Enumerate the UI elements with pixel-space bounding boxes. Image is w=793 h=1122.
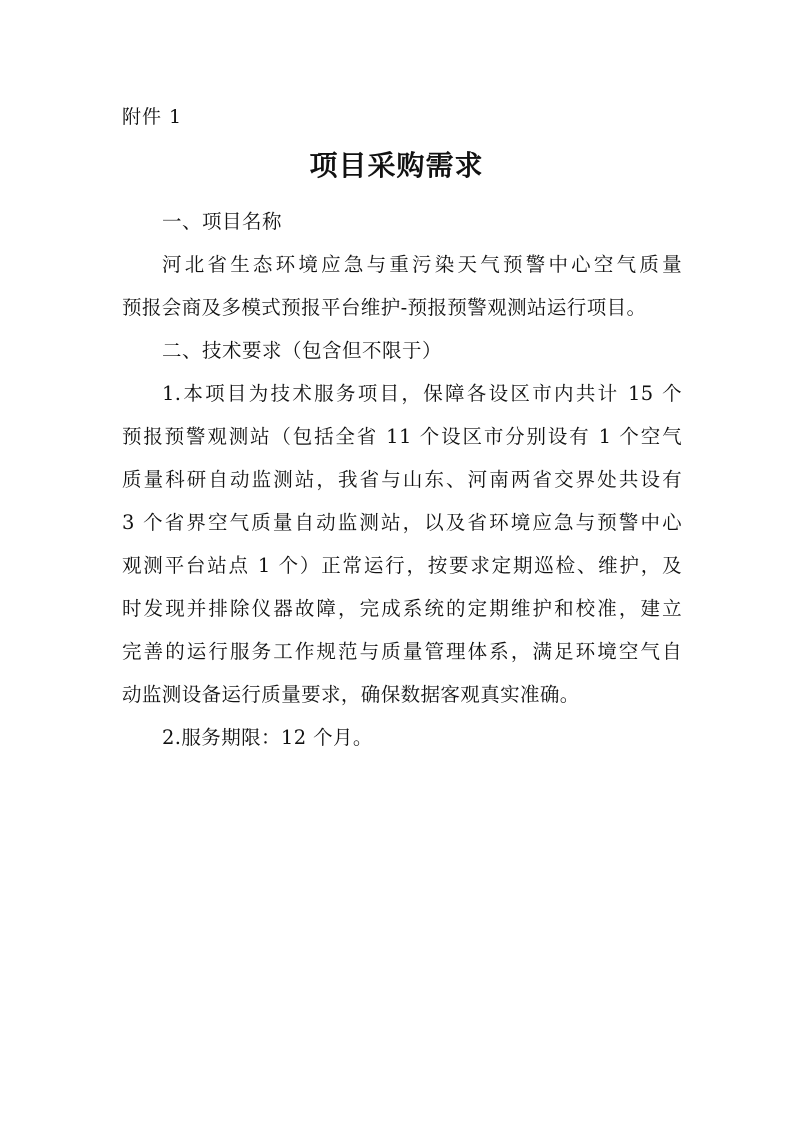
paragraph-line: 预报会商及多模式预报平台维护-预报预警观测站运行项目。 — [122, 296, 647, 319]
annex-label: 附件 1 — [122, 106, 183, 128]
document-title: 项目采购需求 — [309, 149, 484, 182]
paragraph-line: 质量科研自动监测站，我省与山东、河南两省交界处共设有 — [122, 468, 682, 491]
project-name-paragraph — [122, 243, 682, 329]
paragraph-line: 预报预警观测站（包括全省 11 个设区市分别设有 1 个空气 — [122, 425, 682, 448]
paragraph-line: 时发现并排除仪器故障，完成系统的定期维护和校准，建立 — [122, 597, 682, 620]
section-heading-technical-requirements: 二、技术要求（包含但不限于） — [162, 339, 443, 362]
document-body — [122, 200, 682, 759]
paragraph-line: 观测平台站点 1 个）正常运行，按要求定期巡检、维护，及 — [122, 554, 682, 577]
paragraph-line: 完善的运行服务工作规范与质量管理体系，满足环境空气自 — [122, 640, 682, 663]
requirement-item-1 — [122, 372, 682, 716]
paragraph-line: 1.本项目为技术服务项目，保障各设区市内共计 15 个 — [162, 382, 682, 405]
paragraph-line: 河北省生态环境应急与重污染天气预警中心空气质量 — [162, 253, 682, 276]
section-heading-project-name: 一、项目名称 — [162, 210, 283, 233]
paragraph-line: 2.服务期限：12 个月。 — [162, 726, 373, 749]
requirement-item-2 — [122, 716, 682, 759]
paragraph-line: 动监测设备运行质量要求，确保数据客观真实准确。 — [122, 683, 580, 706]
paragraph-line: 3 个省界空气质量自动监测站，以及省环境应急与预警中心 — [122, 511, 682, 534]
